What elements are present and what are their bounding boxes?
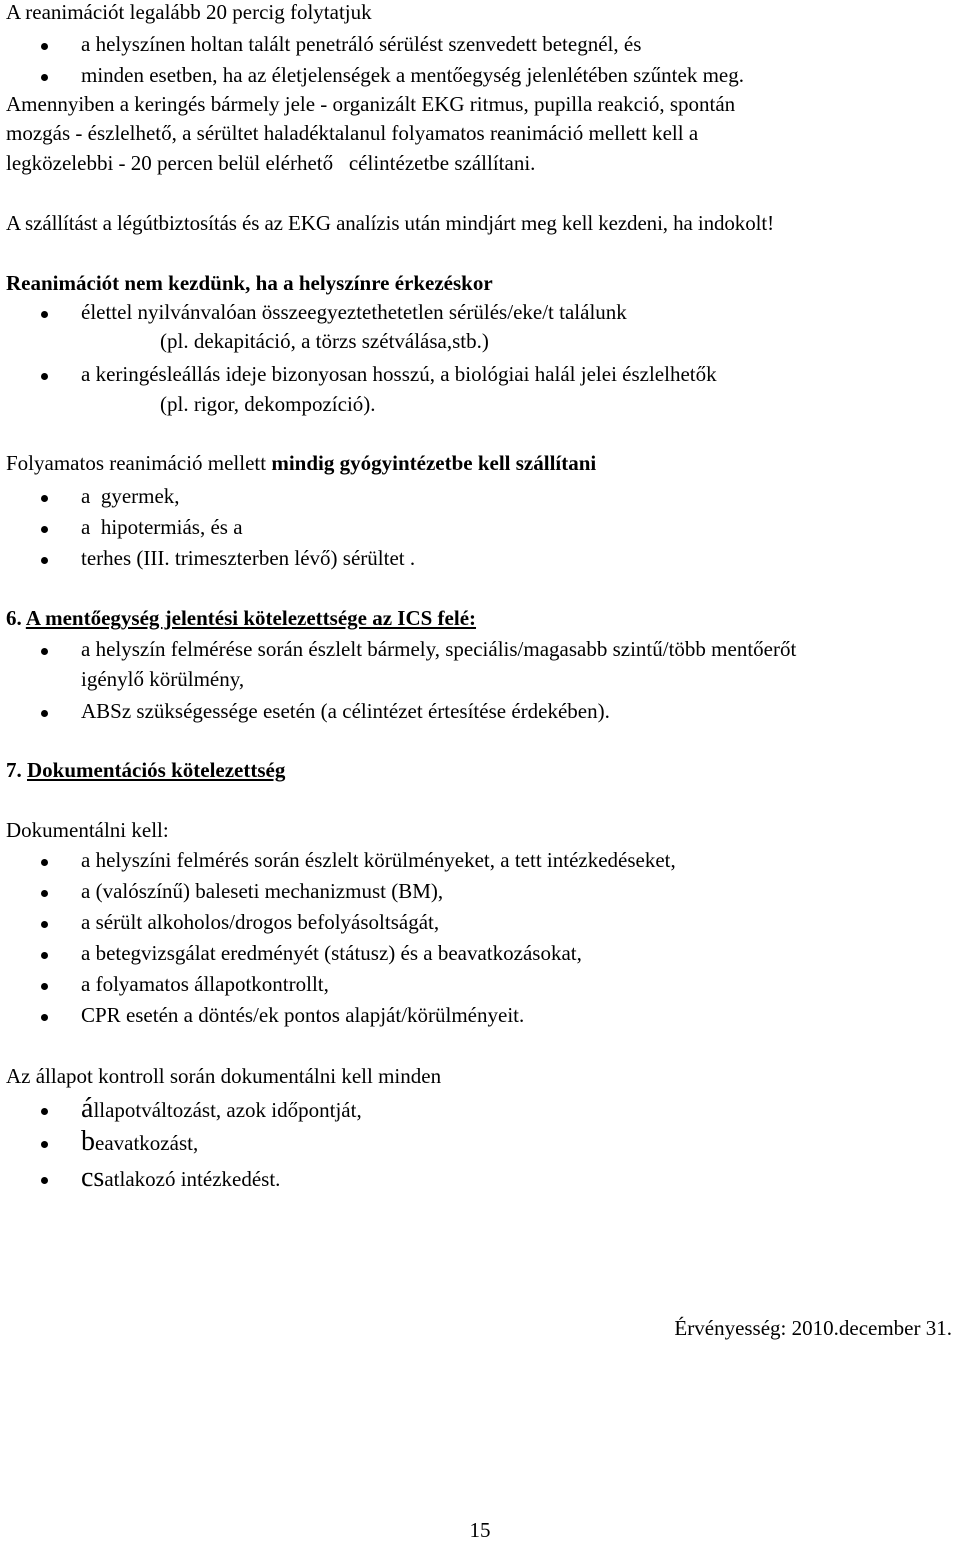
list-item-continuation: (pl. rigor, dekompozíció). [160, 392, 376, 416]
bullet [41, 1141, 48, 1148]
transport-always-heading [6, 448, 596, 478]
bullet [41, 983, 48, 990]
paragraph-line: Amennyiben a keringés bármely jele - organizált EKG ritmus, pupilla reakció, spontán [6, 92, 736, 116]
mnemonic-initial: b [81, 1126, 95, 1157]
bullet [41, 526, 48, 533]
bullet [41, 74, 48, 81]
mnemonic-rest: eavatkozást, [95, 1131, 199, 1155]
list-item: a helyszínen holtan talált penetráló sérülést szenvedett betegnél, és [81, 32, 642, 56]
bullet [41, 1108, 48, 1115]
section-number: 6. [6, 606, 22, 630]
bullet [41, 1014, 48, 1021]
bullet [41, 890, 48, 897]
bullet [41, 373, 48, 380]
list-item: CPR esetén a döntés/ek pontos alapját/körülményeit. [81, 1003, 525, 1027]
bullet [41, 921, 48, 928]
list-item: a folyamatos állapotkontrollt, [81, 972, 329, 996]
status-control-intro: Az állapot kontroll során dokumentálni kell minden [6, 1064, 442, 1088]
list-item [81, 1094, 362, 1125]
bullet [41, 495, 48, 502]
bullet [41, 1177, 48, 1184]
transport-note: A szállítást a légútbiztosítás és az EKG analízis után mindjárt meg kell kezdeni, ha indokolt! [6, 211, 774, 235]
section-number: 7. [6, 758, 22, 782]
no-reanimation-heading: Reanimációt nem kezdünk, ha a helyszínre érkezéskor [6, 271, 493, 295]
reanimation-duration-intro: A reanimációt legalább 20 percig folytatjuk [6, 0, 372, 24]
bullet [41, 557, 48, 564]
bullet [41, 43, 48, 50]
list-item: a gyermek, [81, 484, 180, 508]
list-item: a keringésleállás ideje bizonyosan hosszú, a biológiai halál jelei észlelhetők [81, 362, 717, 386]
mnemonic-rest: atlakozó intézkedést. [104, 1167, 281, 1191]
list-item: a (valószínű) baleseti mechanizmust (BM), [81, 879, 444, 903]
section-title: Dokumentációs kötelezettség [27, 758, 286, 782]
list-item: élettel nyilvánvalóan összeegyeztethetetlen sérülés/eke/t találunk [81, 300, 627, 324]
paragraph-line: legközelebbi - 20 percen belül elérhető célintézetbe szállítani. [6, 151, 536, 175]
list-item: a helyszín felmérése során észlelt bármely, speciális/magasabb szintű/több mentőerőt [81, 637, 797, 661]
section-6-heading [6, 603, 476, 633]
heading-plain: Folyamatos reanimáció mellett [6, 451, 272, 475]
page-number: 15 [469, 1518, 491, 1542]
list-item-continuation: (pl. dekapitáció, a törzs szétválása,stb.) [160, 329, 489, 353]
bullet [41, 952, 48, 959]
list-item: ABSz szükségessége esetén (a célintézet értesítése érdekében). [81, 699, 610, 723]
list-item: a betegvizsgálat eredményét (státusz) és a beavatkozásokat, [81, 941, 582, 965]
list-item [81, 1163, 280, 1194]
bullet [41, 648, 48, 655]
list-item [81, 1127, 198, 1158]
validity-date: Érvényesség: 2010.december 31. [674, 1316, 952, 1340]
section-7-heading [6, 755, 285, 785]
bullet [41, 859, 48, 866]
list-item: terhes (III. trimeszterben lévő) sérültet . [81, 546, 416, 570]
list-item: minden esetben, ha az életjelenségek a mentőegység jelenlétében szűntek meg. [81, 63, 744, 87]
list-item: a sérült alkoholos/drogos befolyásoltságát, [81, 910, 440, 934]
list-item-continuation: igénylő körülmény, [81, 667, 245, 691]
list-item: a hipotermiás, és a [81, 515, 243, 539]
mnemonic-initial: cs [81, 1162, 105, 1193]
list-item: a helyszíni felmérés során észlelt körülményeket, a tett intézkedéseket, [81, 848, 676, 872]
mnemonic-rest: llapotváltozást, azok időpontját, [93, 1098, 362, 1122]
documentation-intro: Dokumentálni kell: [6, 818, 169, 842]
mnemonic-initial: á [81, 1093, 94, 1124]
paragraph-line: mozgás - észlelhető, a sérültet haladéktalanul folyamatos reanimáció mellett kell a [6, 121, 699, 145]
section-title: A mentőegység jelentési kötelezettsége az ICS felé: [25, 606, 477, 630]
heading-bold: mindig gyógyintézetbe kell szállítani [271, 451, 597, 475]
bullet [41, 710, 48, 717]
bullet [41, 311, 48, 318]
